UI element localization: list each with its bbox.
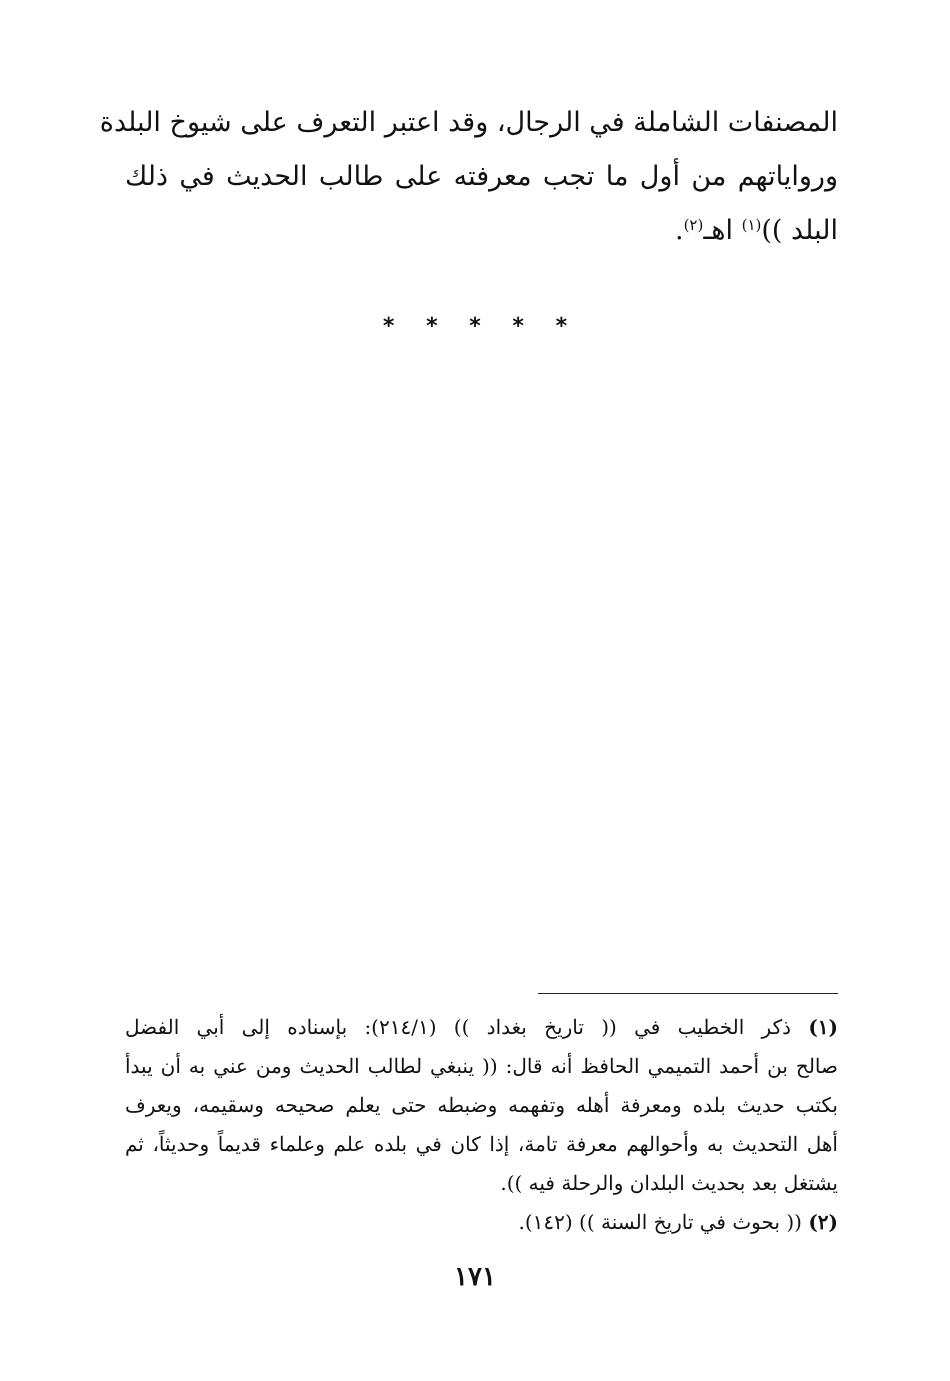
footnote-2 bbox=[125, 1203, 838, 1242]
main-text-line-3-mid: اهـ bbox=[703, 215, 742, 246]
section-separator: * * * * * bbox=[382, 314, 580, 339]
main-text-line-3-end: . bbox=[674, 215, 684, 246]
footnote-ref-2: (٢) bbox=[683, 216, 704, 234]
footnote-1-line-3: بكتب حديث بلده ومعرفة أهله وتفهمه وضبطه حتى يعلم صحيحه وسقيمه، ويعرف bbox=[125, 1093, 838, 1117]
main-text-line-1: المصنفات الشاملة في الرجال، وقد اعتبر التعرف على شيوخ البلدة bbox=[99, 107, 838, 138]
main-text-line-3 bbox=[125, 204, 838, 258]
main-body-text bbox=[99, 96, 838, 258]
footnote-1-text-1: ذكر الخطيب في (( تاريخ بغداد )) (٢١٤/١): بإسناده إلى أبي الفضل bbox=[125, 1015, 809, 1039]
footnote-1-line-2: صالح بن أحمد التميمي الحافظ أنه قال: (( ينبغي لطالب الحديث ومن عني به أن يبدأ bbox=[125, 1054, 838, 1078]
footnotes-section bbox=[125, 1008, 838, 1242]
main-text-line-2: ورواياتهم من أول ما تجب معرفته على طالب الحديث في ذلك bbox=[125, 161, 838, 192]
footnote-divider bbox=[538, 993, 838, 994]
footnote-ref-1: (١) bbox=[741, 216, 762, 234]
footnote-1-line-5: يشتغل بعد بحديث البلدان والرحلة فيه )). bbox=[500, 1171, 838, 1195]
footnote-1-number: (١) bbox=[808, 1015, 838, 1039]
main-text-line-3-start: البلد )) bbox=[761, 215, 838, 246]
footnote-1-line-1 bbox=[125, 1008, 838, 1047]
page-number: ١٧١ bbox=[454, 1262, 496, 1292]
footnote-2-text: (( بحوث في تاريخ السنة )) (١٤٢). bbox=[518, 1210, 809, 1234]
footnote-2-number: (٢) bbox=[808, 1210, 838, 1234]
footnote-1-line-4: أهل التحديث به وأحوالهم معرفة تامة، إذا كان في بلده علم وعلماء قديماً وحديثاً، ثم bbox=[125, 1132, 838, 1156]
